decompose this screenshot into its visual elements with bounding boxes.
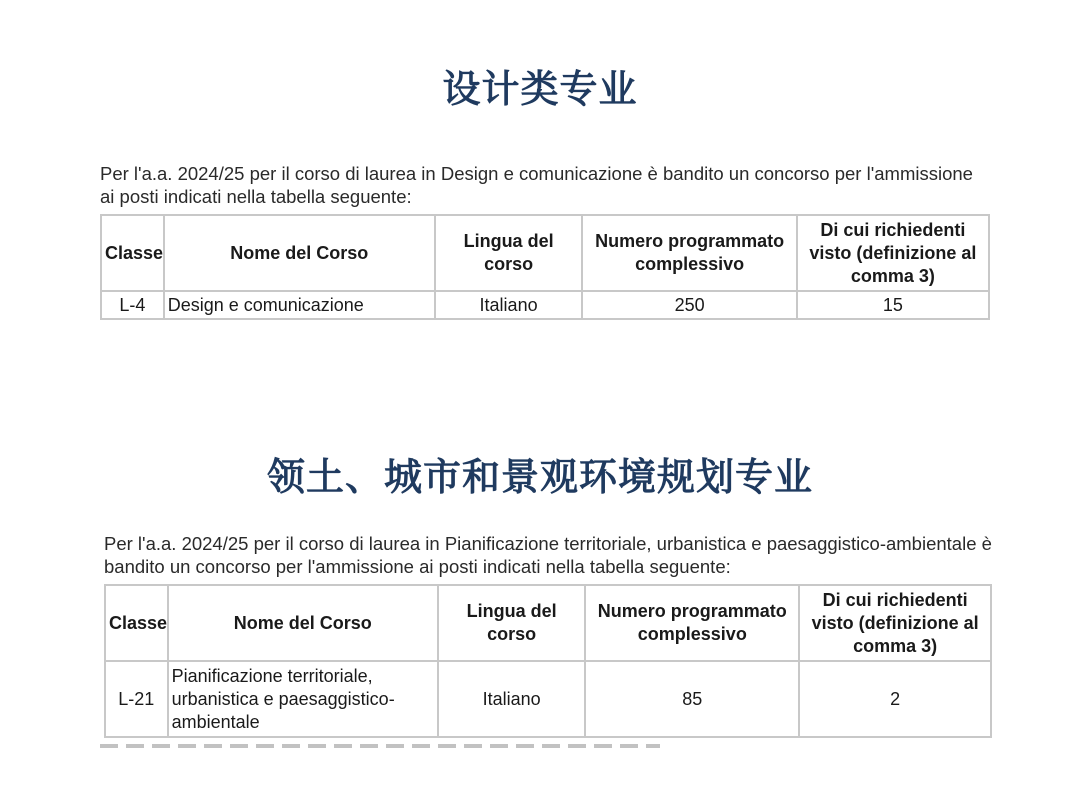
table-row	[101, 291, 989, 319]
cell-richiedenti-visto: 15	[797, 291, 989, 319]
planning-intro-paragraph: Per l'a.a. 2024/25 per il corso di laurea in Pianificazione territoriale, urbanistica e paesaggistico-ambientale è bandito un concorso per l'ammissione ai posti indicati nella tabella seguente:	[104, 533, 992, 577]
cell-numero: 85	[585, 661, 799, 737]
design-admission-table	[100, 214, 990, 320]
header-numero-programmato: Numero programmato complessivo	[582, 215, 796, 291]
header-richiedenti-visto: Di cui richiedenti visto (definizione al comma 3)	[799, 585, 991, 661]
cropped-text-line	[100, 744, 660, 748]
planning-admission-table	[104, 584, 992, 738]
table-header-row	[105, 585, 991, 661]
header-richiedenti-visto: Di cui richiedenti visto (definizione al comma 3)	[797, 215, 989, 291]
header-nome-corso: Nome del Corso	[168, 585, 438, 661]
cell-nome-corso: Design e comunicazione	[164, 291, 435, 319]
section-heading-design: 设计类专业	[442, 67, 638, 111]
header-numero-programmato: Numero programmato complessivo	[585, 585, 799, 661]
section-heading-planning: 领土、城市和景观环境规划专业	[266, 455, 813, 499]
cell-numero: 250	[582, 291, 796, 319]
table-row	[105, 661, 991, 737]
header-lingua: Lingua del corso	[435, 215, 583, 291]
header-nome-corso: Nome del Corso	[164, 215, 435, 291]
header-lingua: Lingua del corso	[438, 585, 585, 661]
cell-lingua: Italiano	[435, 291, 583, 319]
header-classe: Classe	[105, 585, 168, 661]
cell-classe: L-21	[105, 661, 168, 737]
cell-lingua: Italiano	[438, 661, 585, 737]
table-header-row	[101, 215, 989, 291]
design-section	[100, 162, 990, 320]
cell-richiedenti-visto: 2	[799, 661, 991, 737]
cell-classe: L-4	[101, 291, 164, 319]
design-intro-paragraph: Per l'a.a. 2024/25 per il corso di laurea in Design e comunicazione è bandito un concorso per l'ammissione ai posti indicati nella tabella seguente:	[100, 163, 973, 207]
cell-nome-corso: Pianificazione territoriale, urbanistica e paesaggistico-ambientale	[168, 661, 438, 737]
planning-section	[104, 532, 992, 738]
header-classe: Classe	[101, 215, 164, 291]
